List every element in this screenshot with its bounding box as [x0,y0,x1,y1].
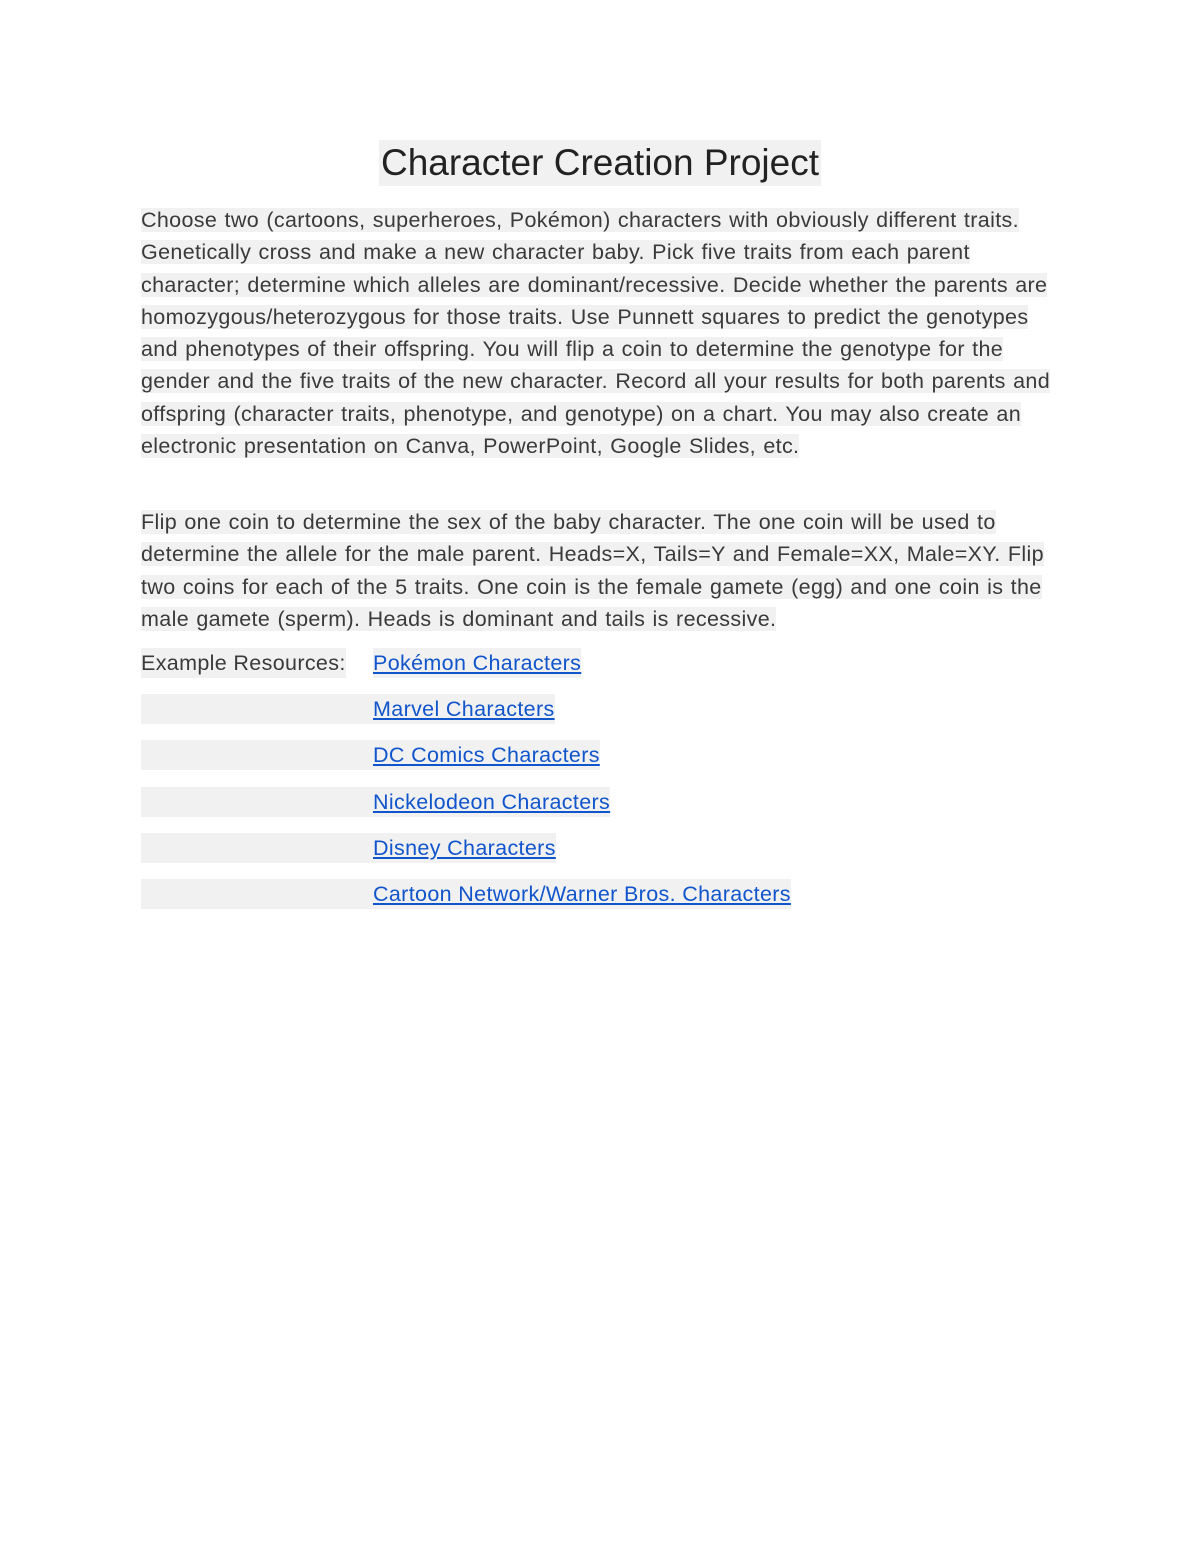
highlight-pad [141,694,373,724]
link-pokemon-characters[interactable]: Pokémon Characters [373,648,581,678]
resource-row [141,879,1061,909]
resource-row [141,694,1061,724]
coin-flip-paragraph [141,506,1061,635]
link-dc-comics-characters[interactable]: DC Comics Characters [373,740,600,770]
page-title: Character Creation Project [379,140,821,186]
resources-label: Example Resources: [141,648,346,678]
link-marvel-characters[interactable]: Marvel Characters [373,694,555,724]
highlight-pad [141,833,373,863]
coin-flip-text: Flip one coin to determine the sex of the baby character. The one coin will be used to determine the allele for the male parent. Heads=X, Tails=Y and Female=XX, Male=XY. Flip two coins for each of the 5 traits. One coin is the female gamete (egg) and one coin is the male gamete (sperm). Heads is dominant and tails is recessive. [141,510,1044,631]
resource-row [141,787,1061,817]
resource-row [141,833,1061,863]
highlight-pad [141,787,373,817]
link-cartoon-network-characters[interactable]: Cartoon Network/Warner Bros. Characters [373,879,791,909]
title-container [0,140,1200,186]
example-resources [141,648,1061,925]
link-disney-characters[interactable]: Disney Characters [373,833,556,863]
instructions-text: Choose two (cartoons, superheroes, Pokémon) characters with obviously different traits. Genetically cross and make a new character baby. Pick five traits from each parent character; determine which alleles are dominant/recessive. Decide whether the parents are homozygous/heterozygous for those traits. Use Punnett squares to predict the genotypes and phenotypes of their offspring. You will flip a coin to determine the genotype for the gender and the five traits of the new character. Record all your results for both parents and offspring (character traits, phenotype, and genotype) on a chart. You may also create an electronic presentation on Canva, PowerPoint, Google Slides, etc. [141,208,1051,459]
highlight-pad [141,740,373,770]
instructions-paragraph [141,204,1061,462]
link-nickelodeon-characters[interactable]: Nickelodeon Characters [353,787,610,817]
resource-row [141,740,1061,770]
highlight-pad [141,879,373,909]
resource-row [141,648,1061,678]
